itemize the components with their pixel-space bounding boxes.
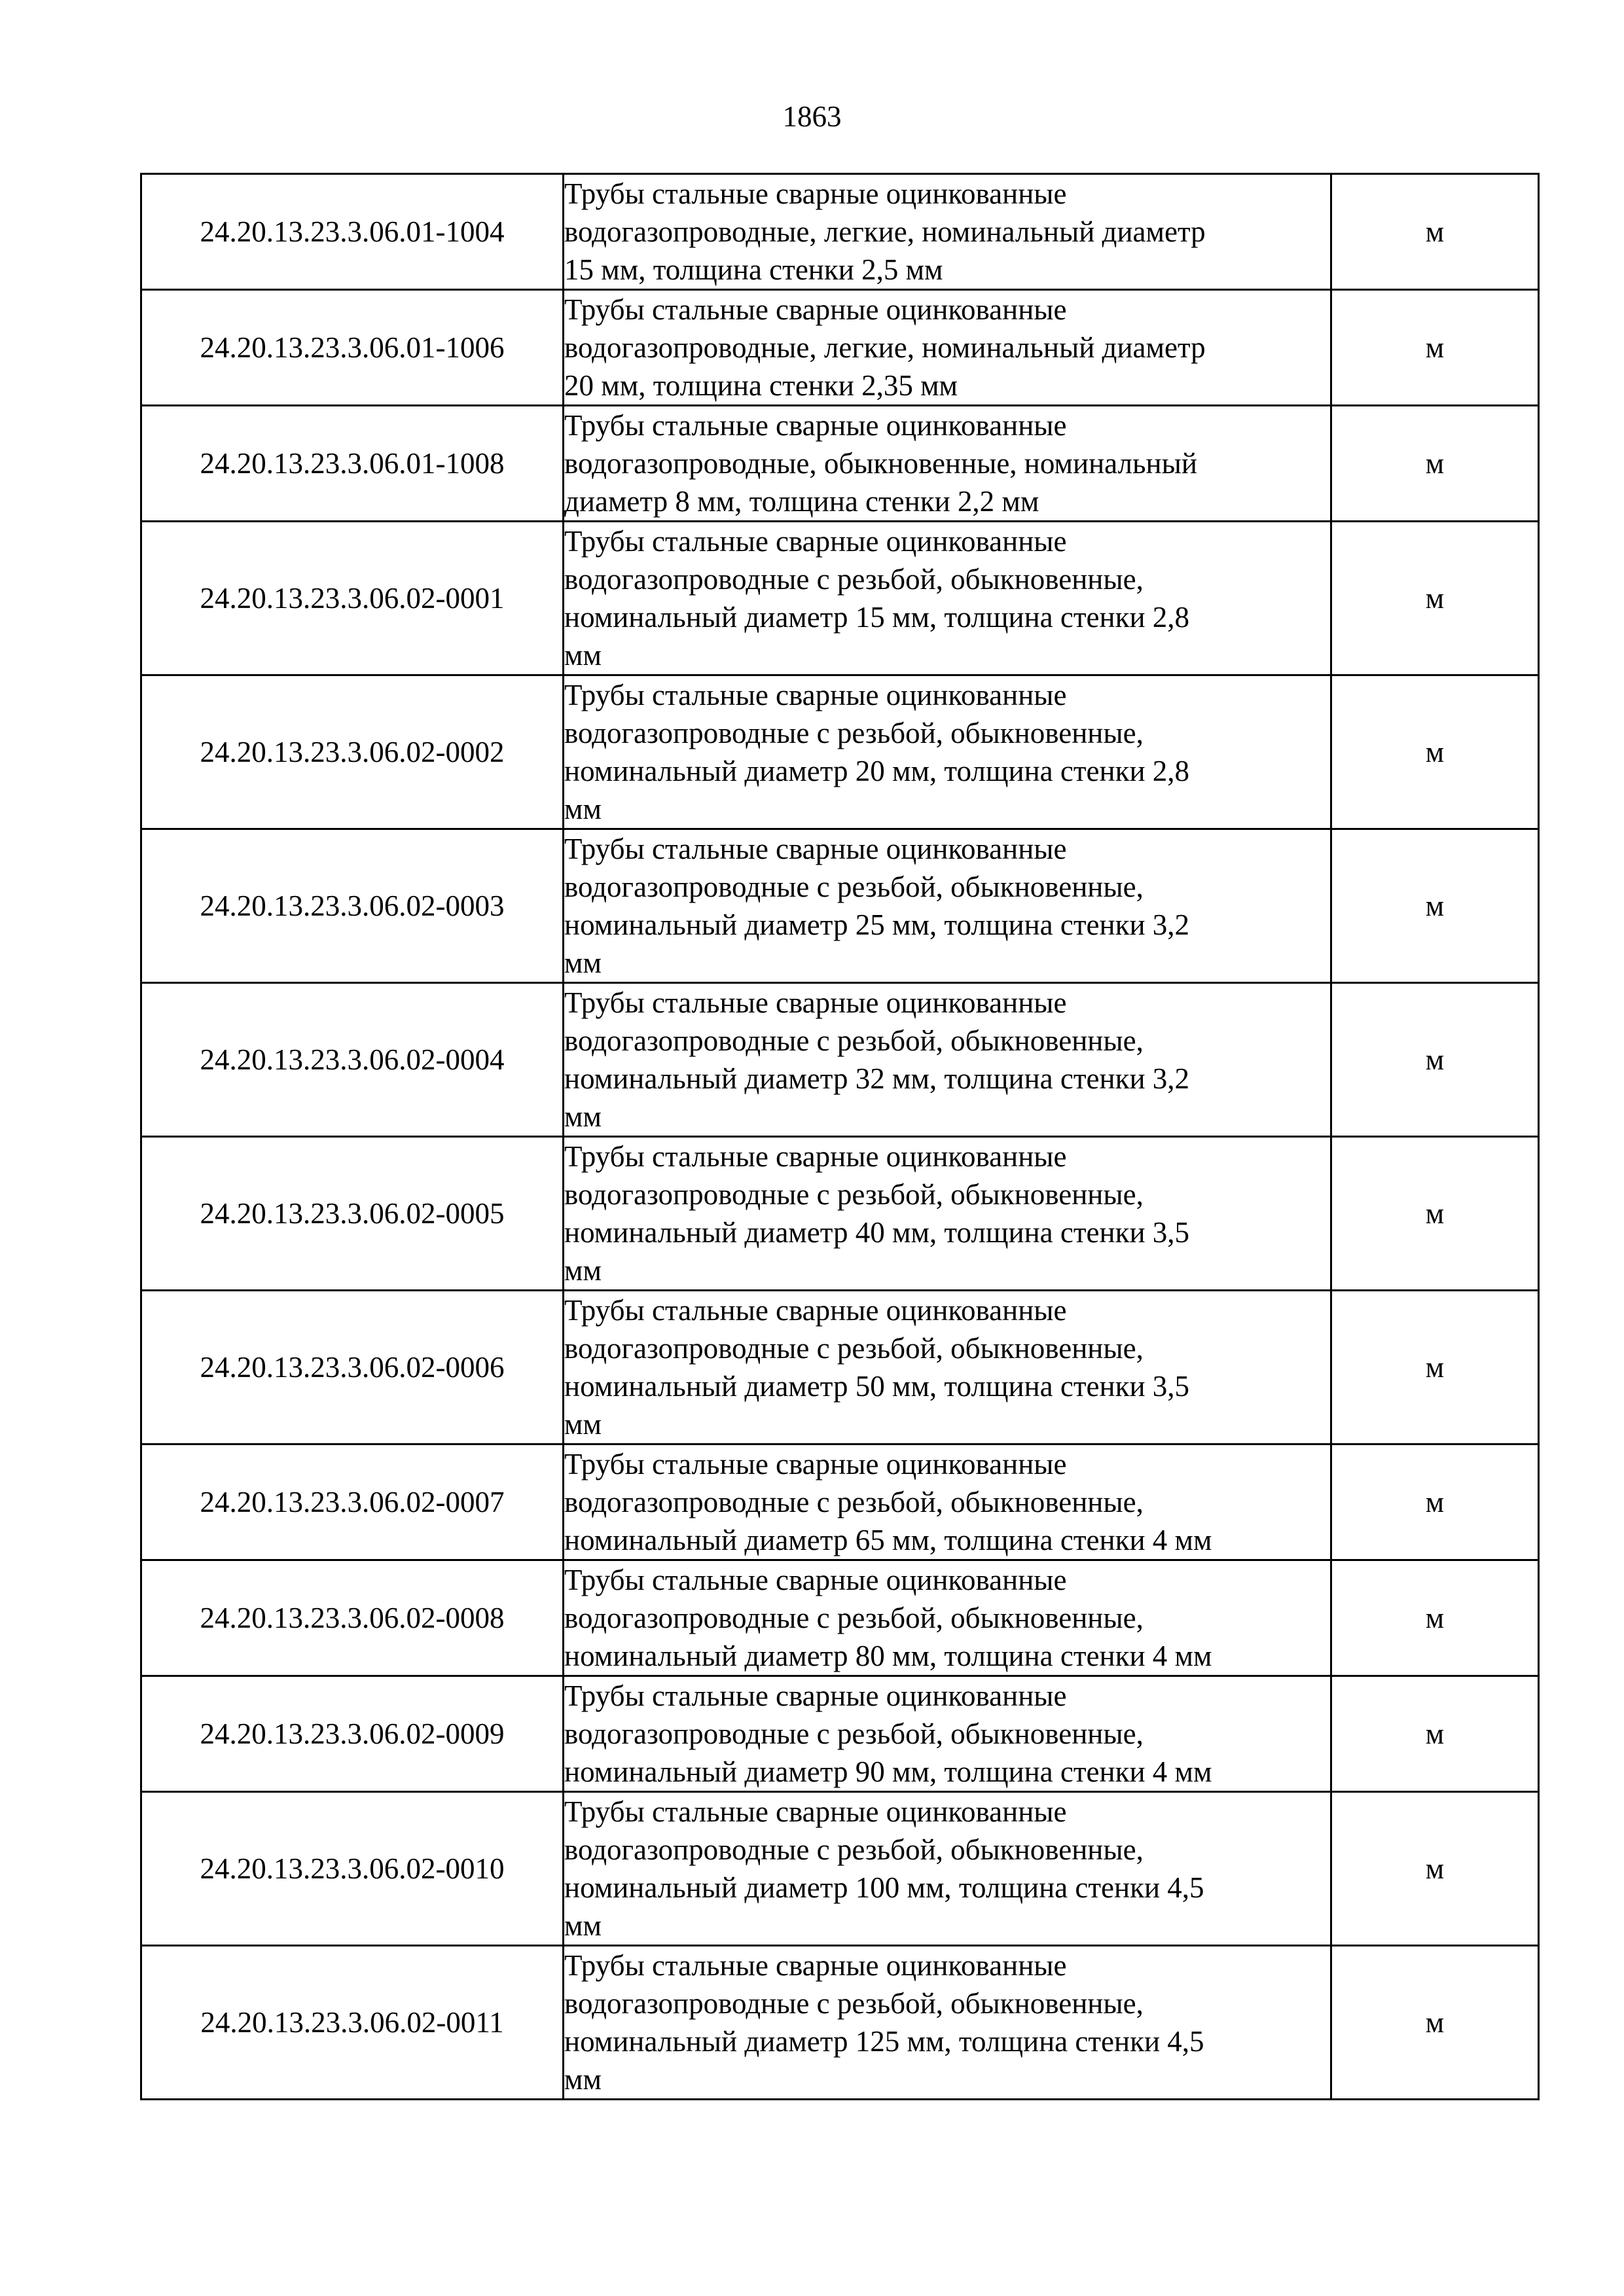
- description-line: Трубы стальные сварные оцинкованные: [564, 1564, 1067, 1596]
- description-line: водогазопроводные с резьбой, обыкновенные,: [564, 1987, 1144, 2020]
- unit-cell: м: [1331, 675, 1539, 829]
- table-row: [141, 1444, 1539, 1560]
- description-line: Трубы стальные сварные оцинкованные: [564, 1795, 1067, 1828]
- description-line: мм: [564, 1408, 602, 1441]
- resource-description-cell: [564, 1792, 1331, 1946]
- description-line: водогазопроводные, легкие, номинальный диаметр: [564, 215, 1206, 248]
- resource-description-cell: [564, 174, 1331, 290]
- description-line: номинальный диаметр 125 мм, толщина стенки 4,5: [564, 2025, 1204, 2058]
- description-line: мм: [564, 2063, 602, 2096]
- unit-cell: м: [1331, 1946, 1539, 2100]
- resource-description-cell: [564, 522, 1331, 675]
- resource-description-cell: [564, 829, 1331, 983]
- description-line: водогазопроводные с резьбой, обыкновенные,: [564, 1486, 1144, 1518]
- resource-description-cell: [564, 1444, 1331, 1560]
- resource-code-cell: 24.20.13.23.3.06.02-0001: [141, 522, 564, 675]
- description-line: водогазопроводные с резьбой, обыкновенные,: [564, 870, 1144, 903]
- resource-code-cell: 24.20.13.23.3.06.02-0006: [141, 1291, 564, 1444]
- table-row: [141, 174, 1539, 290]
- description-line: Трубы стальные сварные оцинкованные: [564, 177, 1067, 210]
- resource-description-cell: [564, 983, 1331, 1137]
- description-line: Трубы стальные сварные оцинкованные: [564, 833, 1067, 865]
- description-line: диаметр 8 мм, толщина стенки 2,2 мм: [564, 485, 1039, 518]
- resource-description-cell: [564, 290, 1331, 406]
- description-line: номинальный диаметр 90 мм, толщина стенки 4 мм: [564, 1755, 1212, 1788]
- description-line: номинальный диаметр 100 мм, толщина стенки 4,5: [564, 1871, 1204, 1904]
- resource-code-cell: 24.20.13.23.3.06.02-0005: [141, 1137, 564, 1291]
- table-row: [141, 1946, 1539, 2100]
- description-line: Трубы стальные сварные оцинкованные: [564, 1294, 1067, 1327]
- description-line: мм: [564, 1100, 602, 1133]
- description-line: номинальный диаметр 65 мм, толщина стенки 4 мм: [564, 1524, 1212, 1556]
- table-row: [141, 1137, 1539, 1291]
- resource-description-cell: [564, 1291, 1331, 1444]
- unit-cell: м: [1331, 829, 1539, 983]
- description-line: водогазопроводные с резьбой, обыкновенные,: [564, 1024, 1144, 1057]
- description-line: номинальный диаметр 80 мм, толщина стенки 4 мм: [564, 1640, 1212, 1672]
- description-line: мм: [564, 639, 602, 672]
- resource-code-cell: 24.20.13.23.3.06.01-1006: [141, 290, 564, 406]
- resource-code-cell: 24.20.13.23.3.06.02-0004: [141, 983, 564, 1137]
- description-line: Трубы стальные сварные оцинкованные: [564, 1140, 1067, 1173]
- table-row: [141, 406, 1539, 522]
- description-line: Трубы стальные сварные оцинкованные: [564, 293, 1067, 326]
- description-line: 20 мм, толщина стенки 2,35 мм: [564, 369, 958, 402]
- table-row: [141, 983, 1539, 1137]
- description-line: водогазопроводные с резьбой, обыкновенные,: [564, 1833, 1144, 1866]
- unit-cell: м: [1331, 1676, 1539, 1792]
- resource-code-cell: 24.20.13.23.3.06.02-0007: [141, 1444, 564, 1560]
- resource-description-cell: [564, 1560, 1331, 1676]
- resource-description-cell: [564, 675, 1331, 829]
- unit-cell: м: [1331, 406, 1539, 522]
- unit-cell: м: [1331, 1137, 1539, 1291]
- resource-code-cell: 24.20.13.23.3.06.02-0010: [141, 1792, 564, 1946]
- description-line: мм: [564, 1254, 602, 1287]
- page-number: 1863: [782, 100, 842, 133]
- description-line: водогазопроводные, легкие, номинальный диаметр: [564, 331, 1206, 364]
- description-line: мм: [564, 793, 602, 825]
- resource-code-cell: 24.20.13.23.3.06.02-0009: [141, 1676, 564, 1792]
- description-line: Трубы стальные сварные оцинкованные: [564, 525, 1067, 558]
- description-line: Трубы стальные сварные оцинкованные: [564, 1448, 1067, 1480]
- resource-code-cell: 24.20.13.23.3.06.01-1004: [141, 174, 564, 290]
- description-line: Трубы стальные сварные оцинкованные: [564, 1949, 1067, 1982]
- resource-code-cell: 24.20.13.23.3.06.02-0011: [141, 1946, 564, 2100]
- description-line: номинальный диаметр 50 мм, толщина стенки 3,5: [564, 1370, 1190, 1403]
- description-line: водогазопроводные с резьбой, обыкновенные,: [564, 1602, 1144, 1634]
- description-line: 15 мм, толщина стенки 2,5 мм: [564, 253, 943, 286]
- resource-code-cell: 24.20.13.23.3.06.01-1008: [141, 406, 564, 522]
- description-line: мм: [564, 1909, 602, 1942]
- description-line: номинальный диаметр 25 мм, толщина стенки 3,2: [564, 908, 1190, 941]
- description-line: Трубы стальные сварные оцинкованные: [564, 986, 1067, 1019]
- description-line: водогазопроводные, обыкновенные, номинальный: [564, 447, 1197, 480]
- unit-cell: м: [1331, 522, 1539, 675]
- description-line: Трубы стальные сварные оцинкованные: [564, 1679, 1067, 1712]
- unit-cell: м: [1331, 174, 1539, 290]
- table-row: [141, 1560, 1539, 1676]
- unit-cell: м: [1331, 983, 1539, 1137]
- resource-code-cell: 24.20.13.23.3.06.02-0008: [141, 1560, 564, 1676]
- description-line: водогазопроводные с резьбой, обыкновенные,: [564, 1178, 1144, 1211]
- materials-table-body: [141, 174, 1539, 2100]
- unit-cell: м: [1331, 290, 1539, 406]
- table-row: [141, 290, 1539, 406]
- table-row: [141, 1291, 1539, 1444]
- unit-cell: м: [1331, 1291, 1539, 1444]
- description-line: мм: [564, 946, 602, 979]
- table-row: [141, 1676, 1539, 1792]
- description-line: номинальный диаметр 32 мм, толщина стенки 3,2: [564, 1062, 1190, 1095]
- description-line: водогазопроводные с резьбой, обыкновенные,: [564, 1332, 1144, 1365]
- unit-cell: м: [1331, 1560, 1539, 1676]
- resource-description-cell: [564, 1676, 1331, 1792]
- description-line: номинальный диаметр 40 мм, толщина стенки 3,5: [564, 1216, 1190, 1249]
- description-line: Трубы стальные сварные оцинкованные: [564, 679, 1067, 711]
- resource-description-cell: [564, 1946, 1331, 2100]
- resource-description-cell: [564, 406, 1331, 522]
- resource-code-cell: 24.20.13.23.3.06.02-0002: [141, 675, 564, 829]
- description-line: Трубы стальные сварные оцинкованные: [564, 409, 1067, 442]
- table-row: [141, 1792, 1539, 1946]
- materials-table: [140, 173, 1540, 2100]
- unit-cell: м: [1331, 1792, 1539, 1946]
- description-line: номинальный диаметр 15 мм, толщина стенки 2,8: [564, 601, 1190, 634]
- table-row: [141, 675, 1539, 829]
- description-line: водогазопроводные с резьбой, обыкновенные,: [564, 717, 1144, 749]
- description-line: номинальный диаметр 20 мм, толщина стенки 2,8: [564, 755, 1190, 787]
- description-line: водогазопроводные с резьбой, обыкновенные,: [564, 563, 1144, 596]
- resource-code-cell: 24.20.13.23.3.06.02-0003: [141, 829, 564, 983]
- table-row: [141, 522, 1539, 675]
- resource-description-cell: [564, 1137, 1331, 1291]
- unit-cell: м: [1331, 1444, 1539, 1560]
- table-row: [141, 829, 1539, 983]
- description-line: водогазопроводные с резьбой, обыкновенные,: [564, 1717, 1144, 1750]
